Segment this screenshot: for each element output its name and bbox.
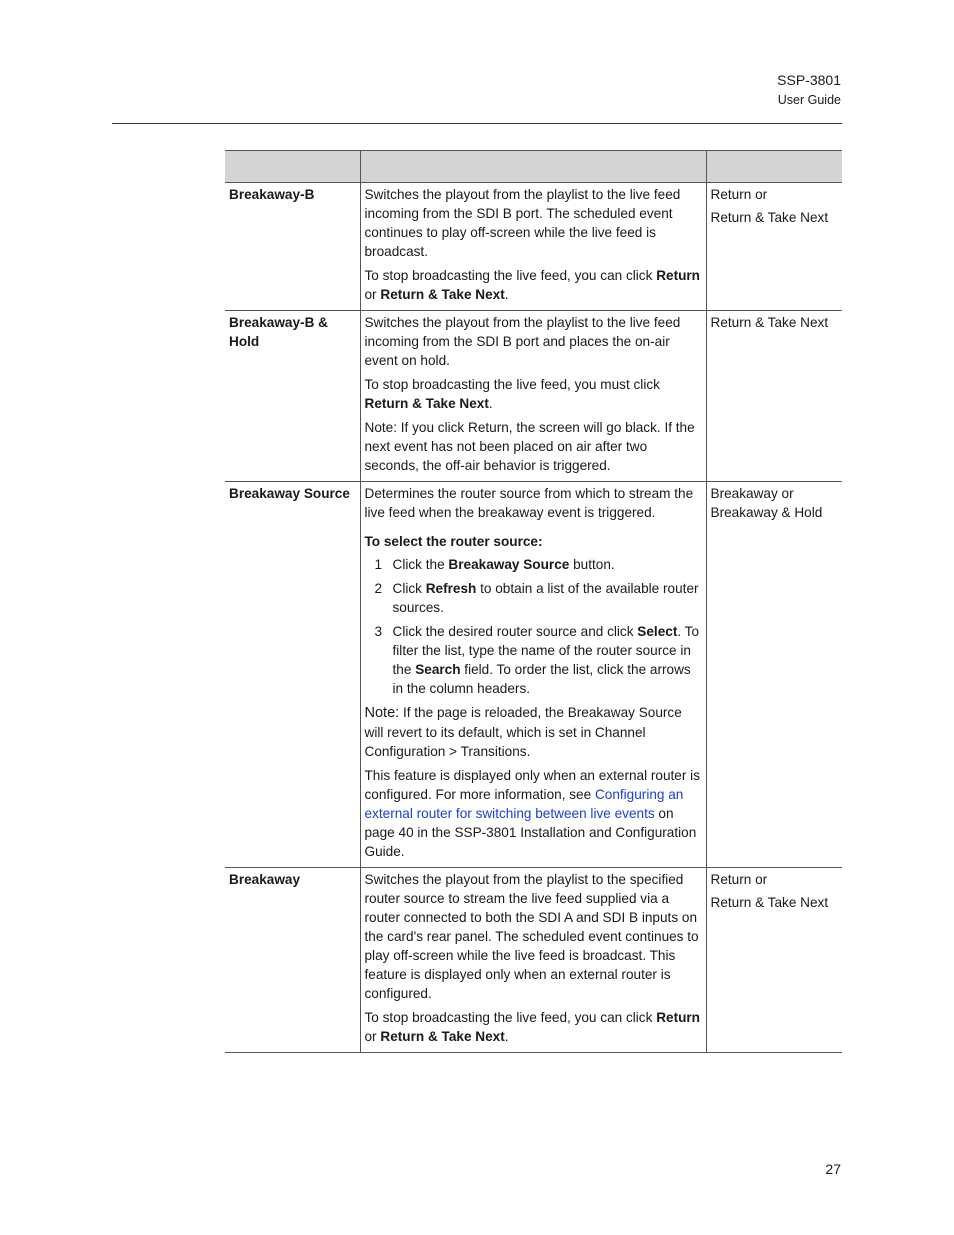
return-term: Return — [656, 268, 700, 283]
note-text: Note: If the page is reloaded, the Breakaway Source will revert to its default, which is set in Channel Configuration > Transitions. — [364, 705, 682, 759]
table-row — [225, 183, 842, 311]
document-title: User Guide — [777, 93, 841, 107]
return-take-next-term: Return & Take Next — [364, 396, 489, 411]
note-label: Note: — [364, 705, 400, 721]
result-line: Return or — [710, 872, 768, 887]
column-header-feature — [225, 151, 360, 183]
description-text: Switches the playout from the playlist to the specified router source to stream the live feed supplied via a router connected to both the SDI A and SDI B inputs on the card's rear panel. The scheduled event continues to play off-screen while the live feed is broadcast. This feature is displayed only when an external router is configured. — [364, 872, 699, 1001]
page-number: 27 — [825, 1161, 841, 1177]
step-number: 1 — [374, 557, 383, 572]
feature-description — [360, 183, 706, 311]
list-item — [365, 622, 702, 698]
stop-instructions: To stop broadcasting the live feed, you can click Return or Return & Take Next. — [364, 1010, 700, 1044]
feature-description — [360, 868, 706, 1053]
feature-result — [706, 183, 842, 311]
result-line: Breakaway & Hold — [710, 505, 823, 520]
step-text: Click Refresh to obtain a list of the available router sources. — [392, 581, 699, 615]
table-row — [225, 868, 842, 1053]
procedure-steps — [365, 555, 702, 698]
list-item — [365, 579, 702, 617]
feature-result — [706, 311, 842, 482]
feature-description — [360, 311, 706, 482]
feature-name: Breakaway-B — [225, 183, 360, 311]
feature-name: Breakaway Source — [225, 482, 360, 868]
result-line: Return or — [710, 187, 768, 202]
return-take-next-term: Return & Take Next — [380, 1029, 505, 1044]
result-line: Return & Take Next — [710, 210, 829, 225]
router-info-text: This feature is displayed only when an external router is configured. For more information, see Configuring an external router for switching between live events on page 40 in the SSP-3801 Installation and Configuration Guide. — [364, 768, 700, 859]
feature-name: Breakaway-B & Hold — [225, 311, 360, 482]
feature-name: Breakaway — [225, 868, 360, 1053]
step-text: Click the Breakaway Source button. — [392, 557, 615, 572]
feature-result — [706, 482, 842, 868]
running-header — [777, 70, 841, 109]
stop-instructions: To stop broadcasting the live feed, you must click Return & Take Next. — [364, 377, 660, 411]
procedure-title: To select the router source: — [364, 534, 543, 549]
table-row — [225, 311, 842, 482]
result-line: Breakaway or — [710, 486, 794, 501]
description-text: Switches the playout from the playlist to the live feed incoming from the SDI B port. The scheduled event continues to play off-screen while the live feed is broadcast. — [364, 187, 681, 259]
configure-router-link[interactable]: Configuring an external router for switching between live events — [364, 787, 684, 821]
description-text: Determines the router source from which to stream the live feed when the breakaway event is triggered. — [364, 486, 694, 520]
result-line: Return & Take Next — [710, 315, 829, 330]
table-row — [225, 482, 842, 868]
feature-description — [360, 482, 706, 868]
step-number: 3 — [374, 624, 383, 639]
return-take-next-term: Return & Take Next — [380, 287, 505, 302]
step-number: 2 — [374, 581, 383, 596]
return-term: Return — [656, 1010, 700, 1025]
result-line: Return & Take Next — [710, 895, 829, 910]
features-table — [225, 150, 842, 1053]
product-name: SSP-3801 — [777, 72, 841, 88]
column-header-result — [706, 151, 842, 183]
header-rule — [112, 123, 842, 124]
list-item — [365, 555, 702, 574]
column-header-description — [360, 151, 706, 183]
note-text: Note: If you click Return, the screen will go black. If the next event has not been placed on air after two seconds, the off-air behavior is triggered. — [364, 420, 695, 473]
stop-instructions: To stop broadcasting the live feed, you can click Return or Return & Take Next. — [364, 268, 700, 302]
table-header-row — [225, 151, 842, 183]
feature-result — [706, 868, 842, 1053]
step-text: Click the desired router source and click Select. To filter the list, type the name of the router source in the Search field. To order the list, click the arrows in the column headers. — [392, 624, 700, 696]
description-text: Switches the playout from the playlist to the live feed incoming from the SDI B port and places the on-air event on hold. — [364, 315, 681, 368]
